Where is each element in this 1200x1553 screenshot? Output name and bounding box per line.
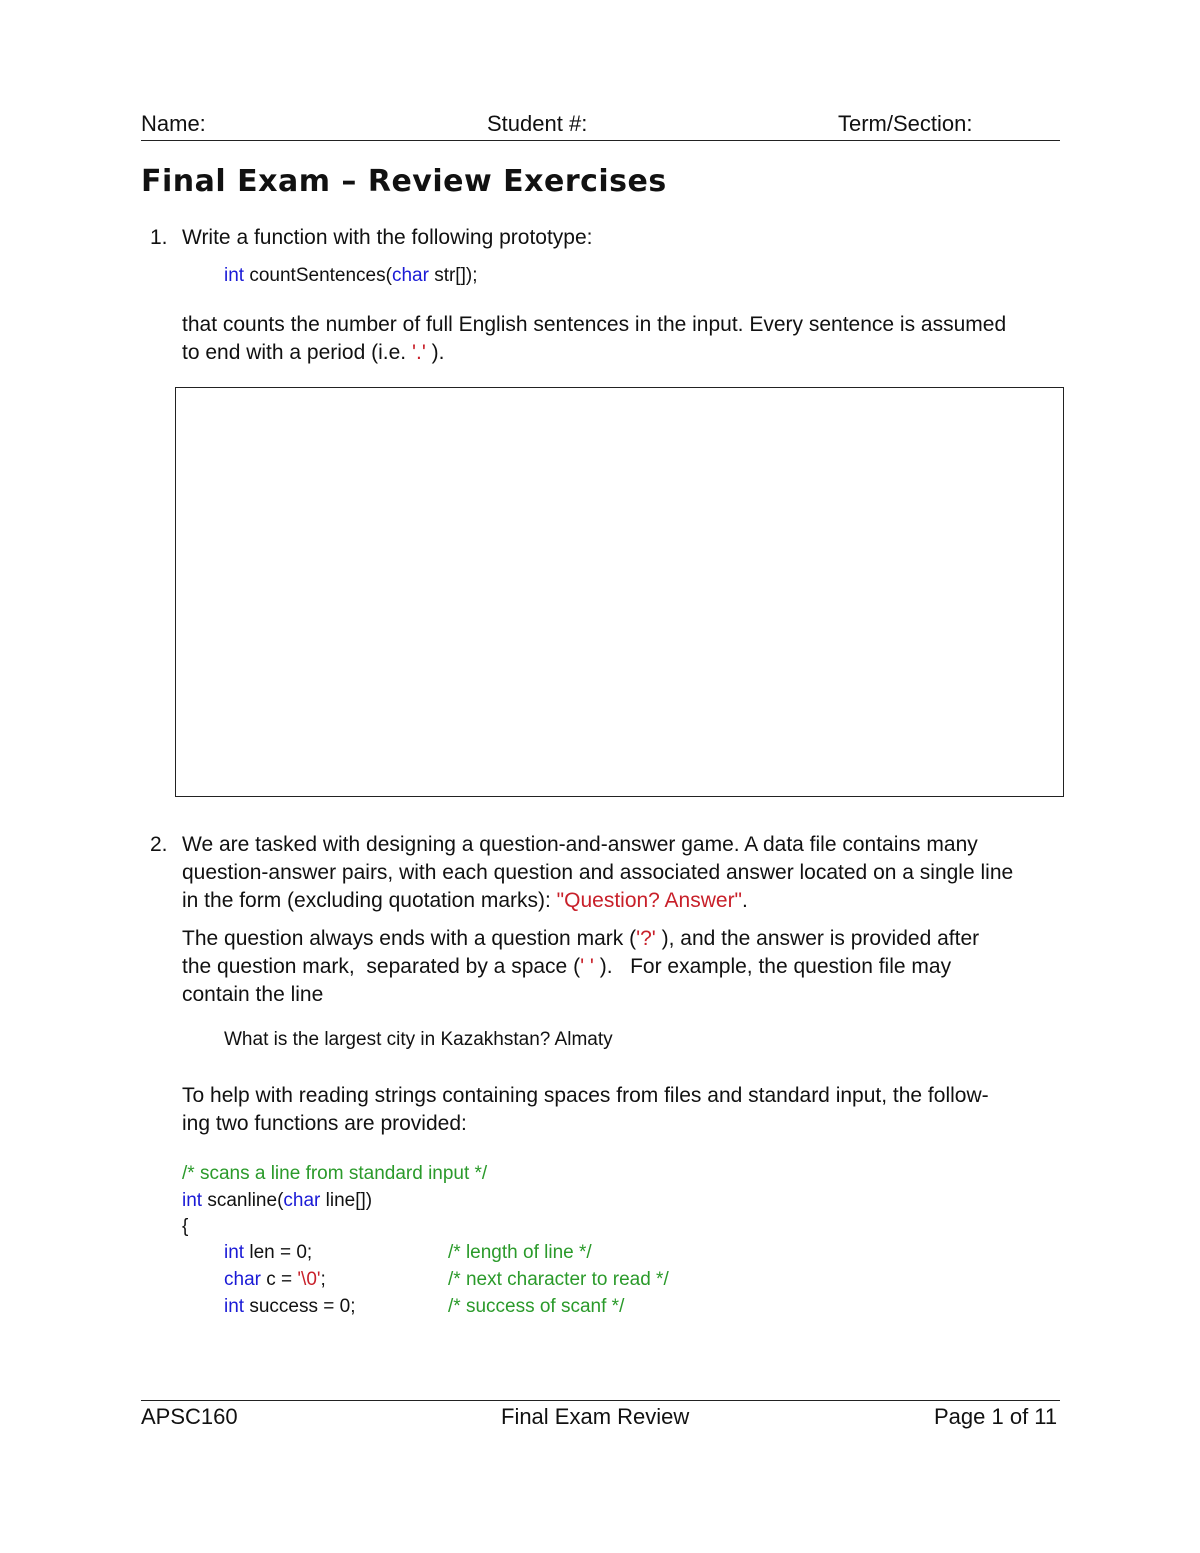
code-text: line[]) <box>320 1190 373 1211</box>
code-char-literal: '\0' <box>297 1269 321 1290</box>
text-segment: ), and the answer is provided after <box>655 927 980 950</box>
code-comment: /* length of line */ <box>448 1242 592 1263</box>
text-segment: ). For example, the question file may <box>593 955 952 978</box>
q1-prototype <box>224 265 477 287</box>
code-open-brace: { <box>182 1216 189 1237</box>
code-keyword: int <box>224 265 245 286</box>
code-keyword: int <box>224 1296 245 1317</box>
code-var-c <box>224 1269 326 1291</box>
q2-line8: ing two functions are provided: <box>182 1112 467 1135</box>
q1-intro: Write a function with the following prototype: <box>182 226 593 249</box>
q1-description-line2 <box>182 341 445 365</box>
text-segment: the question mark, separated by a space ( <box>182 955 581 978</box>
q2-line2: question-answer pairs, with each question and associated answer located on a single line <box>182 861 1014 884</box>
code-var-len <box>224 1242 312 1264</box>
code-text: scanline( <box>202 1190 284 1211</box>
code-comment: /* next character to read */ <box>448 1269 669 1290</box>
code-comment: /* success of scanf */ <box>448 1296 625 1317</box>
q2-line5 <box>182 955 951 979</box>
code-text: str[]); <box>428 265 478 286</box>
name-label: Name: <box>141 111 206 136</box>
q2-line7: To help with reading strings containing spaces from files and standard input, the follow- <box>182 1084 989 1107</box>
text-segment: ). <box>425 341 445 364</box>
code-text: success = 0; <box>244 1296 356 1317</box>
code-text: len = 0; <box>244 1242 313 1263</box>
code-keyword: int <box>182 1190 203 1211</box>
format-string: "Question? Answer" <box>556 889 743 912</box>
space-char: ' ' <box>580 955 594 978</box>
q2-line1: We are tasked with designing a question-and-answer game. A data file contains many <box>182 833 978 856</box>
term-section-label: Term/Section: <box>838 111 973 136</box>
footer-course: APSC160 <box>141 1404 238 1429</box>
page-title: Final Exam – Review Exercises <box>141 164 667 199</box>
answer-box[interactable] <box>175 387 1064 797</box>
code-keyword: int <box>224 1242 245 1263</box>
text-segment: in the form (excluding quotation marks): <box>182 889 557 912</box>
q2-line3 <box>182 889 748 913</box>
footer-rule <box>141 1400 1060 1401</box>
code-signature <box>182 1190 372 1212</box>
code-keyword: char <box>391 265 429 286</box>
q2-line6: contain the line <box>182 983 324 1006</box>
q1-description-line1: that counts the number of full English sentences in the input. Every sentence is assumed <box>182 313 1007 336</box>
code-text: ; <box>320 1269 326 1290</box>
code-keyword: char <box>224 1269 261 1290</box>
q2-number: 2. <box>150 833 168 856</box>
q1-number: 1. <box>150 226 168 249</box>
question-mark-char: '?' <box>636 927 656 950</box>
code-text: countSentences( <box>244 265 392 286</box>
q2-example-line: What is the largest city in Kazakhstan? Almaty <box>224 1029 613 1050</box>
text-segment: The question always ends with a question mark ( <box>182 927 637 950</box>
period-char: '.' <box>411 341 426 364</box>
footer-page-number: Page 1 of 11 <box>934 1404 1058 1429</box>
q2-line4 <box>182 927 979 951</box>
code-text: c = <box>260 1269 298 1290</box>
code-comment: /* scans a line from standard input */ <box>182 1163 488 1184</box>
student-number-label: Student #: <box>487 111 588 136</box>
header-rule <box>141 140 1060 141</box>
text-segment: to end with a period (i.e. <box>182 341 412 364</box>
footer-document-title: Final Exam Review <box>501 1404 690 1429</box>
code-keyword: char <box>283 1190 321 1211</box>
code-var-success <box>224 1296 356 1318</box>
text-segment: . <box>742 889 748 912</box>
